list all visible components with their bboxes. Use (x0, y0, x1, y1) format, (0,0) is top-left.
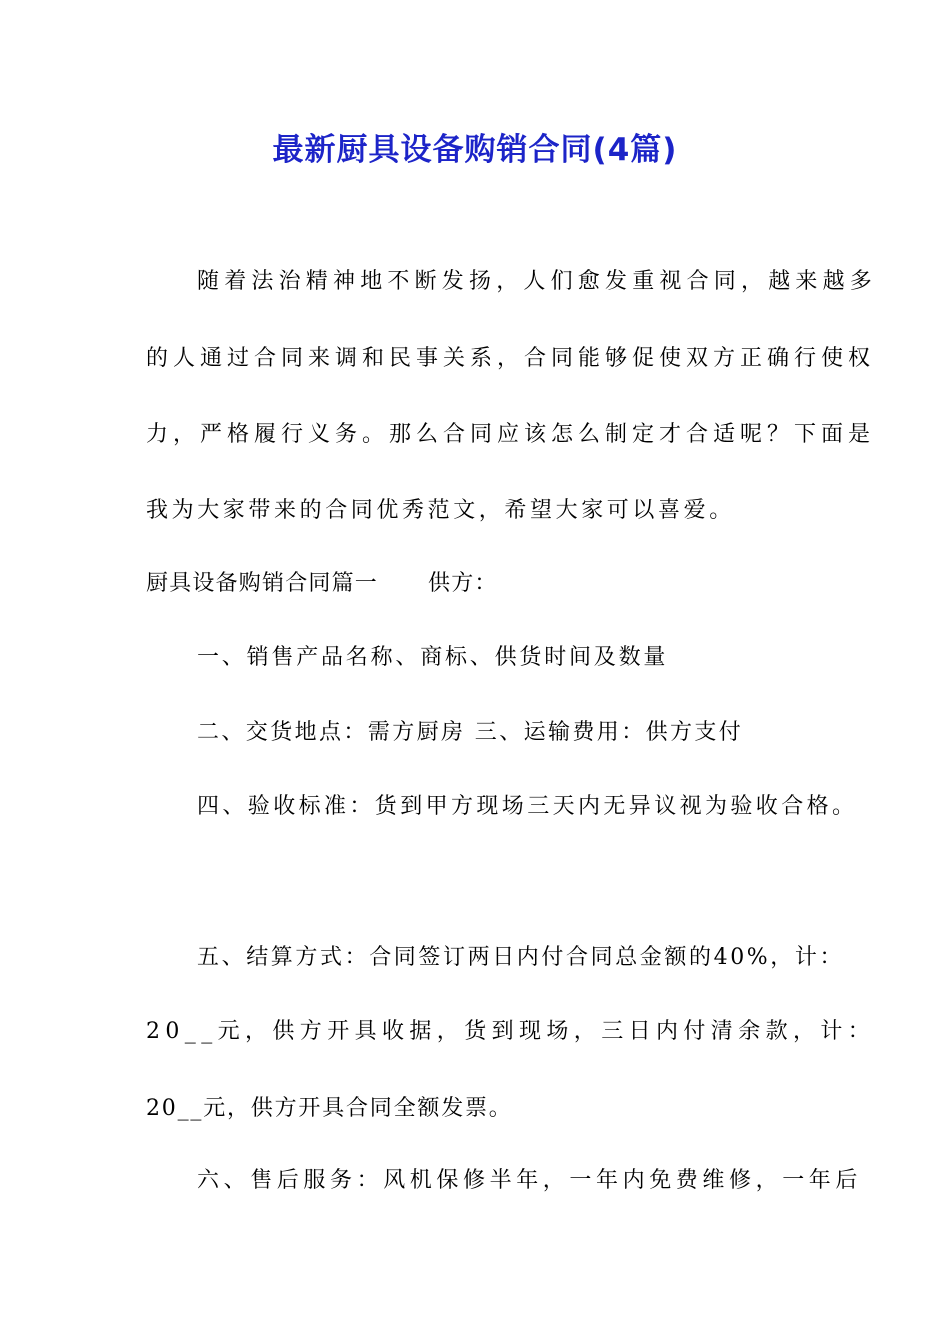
section-heading-row (146, 568, 498, 600)
clause-4: 四、验收标准：货到甲方现场三天内无异议视为验收合格。 (197, 794, 858, 819)
clause-5-line-2: 20__元，供方开具收据，货到现场，三日内付清余款，计： (146, 1019, 876, 1044)
clause-5-line-1: 五、结算方式：合同签订两日内付合同总金额的40%，计： (197, 945, 845, 970)
intro-line-4: 我为大家带来的合同优秀范文，希望大家可以喜爱。 (146, 498, 735, 523)
supplier-label: 供方： (428, 571, 498, 596)
section-heading: 厨具设备购销合同篇一 (146, 571, 379, 596)
clause-2-3: 二、交货地点：需方厨房 三、运输费用：供方支付 (197, 720, 744, 745)
intro-line-1: 随着法治精神地不断发扬，人们愈发重视合同，越来越多 (197, 269, 878, 294)
clause-1: 一、销售产品名称、商标、供货时间及数量 (197, 645, 669, 670)
document-title: 最新厨具设备购销合同(4篇) (272, 132, 678, 168)
intro-line-2: 的人通过合同来调和民事关系，合同能够促使双方正确行使权 (146, 346, 876, 371)
intro-line-3: 力，严格履行义务。那么合同应该怎么制定才合适呢？下面是 (146, 422, 876, 447)
clause-5-line-3: 20__元，供方开具合同全额发票。 (146, 1096, 513, 1121)
clause-6-line-1: 六、售后服务：风机保修半年，一年内免费维修，一年后 (197, 1168, 863, 1193)
